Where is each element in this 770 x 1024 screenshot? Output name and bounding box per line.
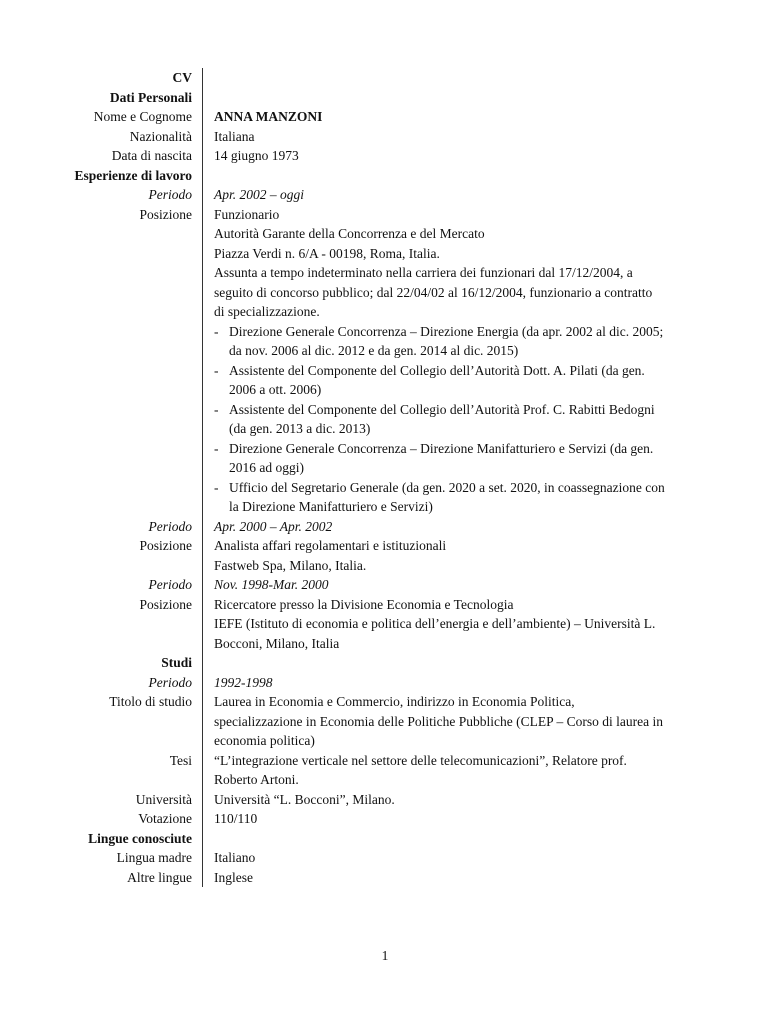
degree-row <box>0 692 770 751</box>
nationality-value: Italiana <box>214 128 255 144</box>
column-separator <box>202 68 203 88</box>
degree-line: economia politica) <box>214 733 315 748</box>
bullet-dash: - <box>214 362 219 378</box>
native-language-label: Lingua madre <box>116 850 192 865</box>
other-languages-label: Altre lingue <box>127 869 192 885</box>
job-line: Autorità Garante della Concorrenza e del Mercato <box>214 226 485 241</box>
section-heading-studies: Studi <box>161 655 192 670</box>
column-separator <box>202 848 203 868</box>
job-line: IEFE (Istituto di economia e politica dell’energia e dell’ambiente) – Università L. <box>214 616 656 631</box>
column-separator <box>202 107 203 127</box>
birth-row <box>0 146 770 166</box>
university-label: Università <box>135 791 192 807</box>
job-position-row <box>0 595 770 654</box>
cv-title: CV <box>172 70 192 85</box>
bullet-item <box>214 400 734 439</box>
bullet-item <box>214 322 734 361</box>
grade-row <box>0 809 770 829</box>
position-label: Posizione <box>139 206 192 222</box>
work-heading-row <box>0 166 770 186</box>
job-line: Analista affari regolamentari e istituzionali <box>214 538 447 553</box>
bullet-text: Direzione Generale Concorrenza – Direzione Manifatturiero e Servizi (da gen. <box>229 440 654 456</box>
degree-label: Titolo di studio <box>109 694 192 709</box>
column-separator <box>202 517 203 537</box>
full-name: ANNA MANZONI <box>214 109 323 124</box>
university-value: Università “L. Bocconi”, Milano. <box>214 791 395 807</box>
bullet-dash: - <box>214 401 219 417</box>
column-separator <box>202 146 203 166</box>
thesis-label: Tesi <box>169 752 192 768</box>
job-line: Funzionario <box>214 206 280 222</box>
bullet-item <box>214 439 734 478</box>
job-period-row <box>0 185 770 205</box>
job-line: di specializzazione. <box>214 304 320 319</box>
column-separator <box>202 575 203 595</box>
column-separator <box>202 185 203 205</box>
thesis-value <box>214 751 734 790</box>
bullet-text: Assistente del Componente del Collegio dell’Autorità Prof. C. Rabitti Bedogni <box>229 401 655 417</box>
job-line: Ricercatore presso la Divisione Economia e Tecnologia <box>214 596 514 612</box>
degree-line: specializzazione in Economia delle Politiche Pubbliche (CLEP – Corso di laurea in <box>214 713 664 729</box>
job-period-row <box>0 575 770 595</box>
bullet-text: Direzione Generale Concorrenza – Direzione Energia (da apr. 2002 al dic. 2005; <box>229 323 664 339</box>
bullet-item <box>214 478 734 517</box>
bullet-text: Ufficio del Segretario Generale (da gen. 2020 a set. 2020, in coassegnazione con <box>229 479 665 495</box>
nationality-label: Nazionalità <box>129 128 192 144</box>
university-row <box>0 790 770 810</box>
position-label: Posizione <box>139 596 192 612</box>
thesis-line: “L’integrazione verticale nel settore delle telecomunicazioni”, Relatore prof. <box>214 752 627 768</box>
grade-label: Votazione <box>138 811 192 826</box>
column-separator <box>202 536 203 575</box>
name-label: Nome e Cognome <box>93 109 192 124</box>
column-separator <box>202 127 203 147</box>
job-period: Apr. 2002 – oggi <box>214 187 305 202</box>
native-language-row <box>0 848 770 868</box>
page-number: 1 <box>381 948 389 963</box>
degree-value <box>214 692 734 751</box>
column-separator <box>202 829 203 849</box>
cv-document <box>0 68 770 887</box>
thesis-row <box>0 751 770 790</box>
column-separator <box>202 868 203 888</box>
column-separator <box>202 205 203 517</box>
section-heading-languages: Lingue conosciute <box>88 830 192 846</box>
position-label: Posizione <box>139 538 192 553</box>
cv-title-row <box>0 68 770 88</box>
job-description <box>214 536 734 575</box>
bullet-dash: - <box>214 440 219 456</box>
other-languages-row <box>0 868 770 888</box>
grade-value: 110/110 <box>214 811 258 826</box>
bullet-dash: - <box>214 479 219 495</box>
column-separator <box>202 653 203 673</box>
job-description <box>214 595 734 654</box>
job-line: Assunta a tempo indeterminato nella carriera dei funzionari dal 17/12/2004, a <box>214 265 633 280</box>
bullet-text: (da gen. 2013 a dic. 2013) <box>229 421 371 436</box>
section-heading-work: Esperienze di lavoro <box>74 167 192 183</box>
bullet-text: 2016 ad oggi) <box>229 460 304 475</box>
other-languages-value: Inglese <box>214 869 253 885</box>
languages-heading-row <box>0 829 770 849</box>
birth-label: Data di nascita <box>111 148 192 163</box>
period-label: Periodo <box>148 577 192 592</box>
period-label: Periodo <box>148 187 192 202</box>
job-period: Apr. 2000 – Apr. 2002 <box>214 518 333 534</box>
bullet-text: Assistente del Componente del Collegio dell’Autorità Dott. A. Pilati (da gen. <box>229 362 645 378</box>
job-position-row <box>0 536 770 575</box>
period-label: Periodo <box>148 674 192 690</box>
studies-period: 1992-1998 <box>214 674 273 690</box>
thesis-line: Roberto Artoni. <box>214 772 299 787</box>
job-line: Piazza Verdi n. 6/A - 00198, Roma, Italia. <box>214 245 440 261</box>
nationality-row <box>0 127 770 147</box>
job-line: Bocconi, Milano, Italia <box>214 635 340 651</box>
column-separator <box>202 166 203 186</box>
column-separator <box>202 790 203 810</box>
degree-line: Laurea in Economia e Commercio, indirizzo in Economia Politica, <box>214 694 575 709</box>
bullet-text: da nov. 2006 al dic. 2012 e da gen. 2014 al dic. 2015) <box>229 343 519 358</box>
job-period-row <box>0 517 770 537</box>
job-period: Nov. 1998-Mar. 2000 <box>214 577 329 592</box>
column-separator <box>202 751 203 790</box>
name-row <box>0 107 770 127</box>
bullet-text: la Direzione Manifatturiero e Servizi) <box>229 499 433 514</box>
studies-period-row <box>0 673 770 693</box>
period-label: Periodo <box>148 518 192 534</box>
column-separator <box>202 88 203 108</box>
job-line: seguito di concorso pubblico; dal 22/04/02 al 16/12/2004, funzionario a contratto <box>214 284 653 300</box>
column-separator <box>202 692 203 751</box>
column-separator <box>202 595 203 654</box>
bullet-item <box>214 361 734 400</box>
bullet-dash: - <box>214 323 219 339</box>
native-language-value: Italiano <box>214 850 256 865</box>
job-line: Fastweb Spa, Milano, Italia. <box>214 557 367 573</box>
column-separator <box>202 809 203 829</box>
column-separator <box>202 673 203 693</box>
section-heading-personal: Dati Personali <box>109 89 192 105</box>
personal-heading-row <box>0 88 770 108</box>
bullet-text: 2006 a ott. 2006) <box>229 382 322 397</box>
birth-value: 14 giugno 1973 <box>214 148 299 163</box>
job-description <box>214 205 734 517</box>
studies-heading-row <box>0 653 770 673</box>
job-position-row <box>0 205 770 517</box>
